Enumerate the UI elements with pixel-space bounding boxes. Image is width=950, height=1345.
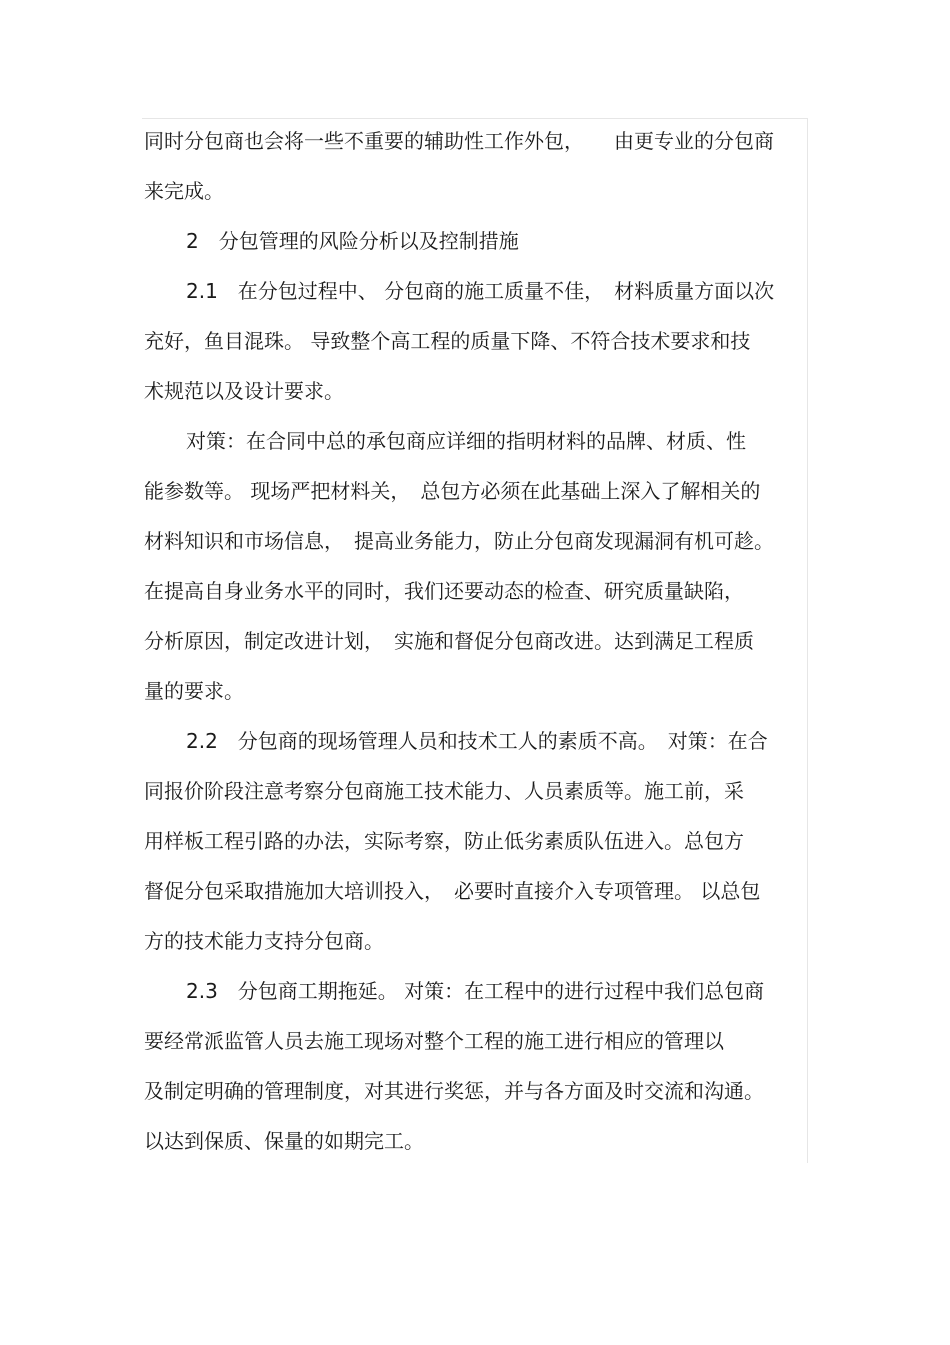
subsection-heading: 2.3 分包商工期拖延。 对策：在工程中的进行过程中我们总包商	[186, 979, 765, 1003]
text-line: 要经常派监管人员去施工现场对整个工程的施工进行相应的管理以	[144, 1029, 724, 1053]
text-line: 量的要求。	[144, 679, 244, 703]
subsection-heading: 2.1 在分包过程中、 分包商的施工质量不佳， 材料质量方面以次	[186, 279, 775, 303]
text-line: 督促分包采取措施加大培训投入， 必要时直接介入专项管理。 以总包	[144, 879, 761, 903]
text-line: 方的技术能力支持分包商。	[144, 929, 384, 953]
text-line: 用样板工程引路的办法，实际考察，防止低劣素质队伍进入。总包方	[144, 829, 744, 853]
text-line: 同时分包商也会将一些不重要的辅助性工作外包， 由更专业的分包商	[144, 129, 774, 153]
text-line: 对策：在合同中总的承包商应详细的指明材料的品牌、材质、性	[186, 429, 746, 453]
text-line: 术规范以及设计要求。	[144, 379, 344, 403]
subsection-heading: 2.2 分包商的现场管理人员和技术工人的素质不高。 对策：在合	[186, 729, 768, 753]
text-line: 分析原因，制定改进计划， 实施和督促分包商改进。达到满足工程质	[144, 629, 754, 653]
text-line: 材料知识和市场信息， 提高业务能力，防止分包商发现漏洞有机可趁。	[144, 529, 774, 553]
text-line: 在提高自身业务水平的同时，我们还要动态的检查、研究质量缺陷，	[144, 579, 744, 603]
text-line: 以达到保质、保量的如期完工。	[144, 1129, 424, 1153]
text-line: 及制定明确的管理制度，对其进行奖惩，并与各方面及时交流和沟通。	[144, 1079, 764, 1103]
text-line: 同报价阶段注意考察分包商施工技术能力、人员素质等。施工前，采	[144, 779, 744, 803]
text-line: 充好，鱼目混珠。 导致整个高工程的质量下降、不符合技术要求和技	[144, 329, 751, 353]
section-heading: 2 分包管理的风险分析以及控制措施	[186, 229, 519, 253]
text-line: 来完成。	[144, 179, 224, 203]
text-line: 能参数等。 现场严把材料关， 总包方必须在此基础上深入了解相关的	[144, 479, 761, 503]
